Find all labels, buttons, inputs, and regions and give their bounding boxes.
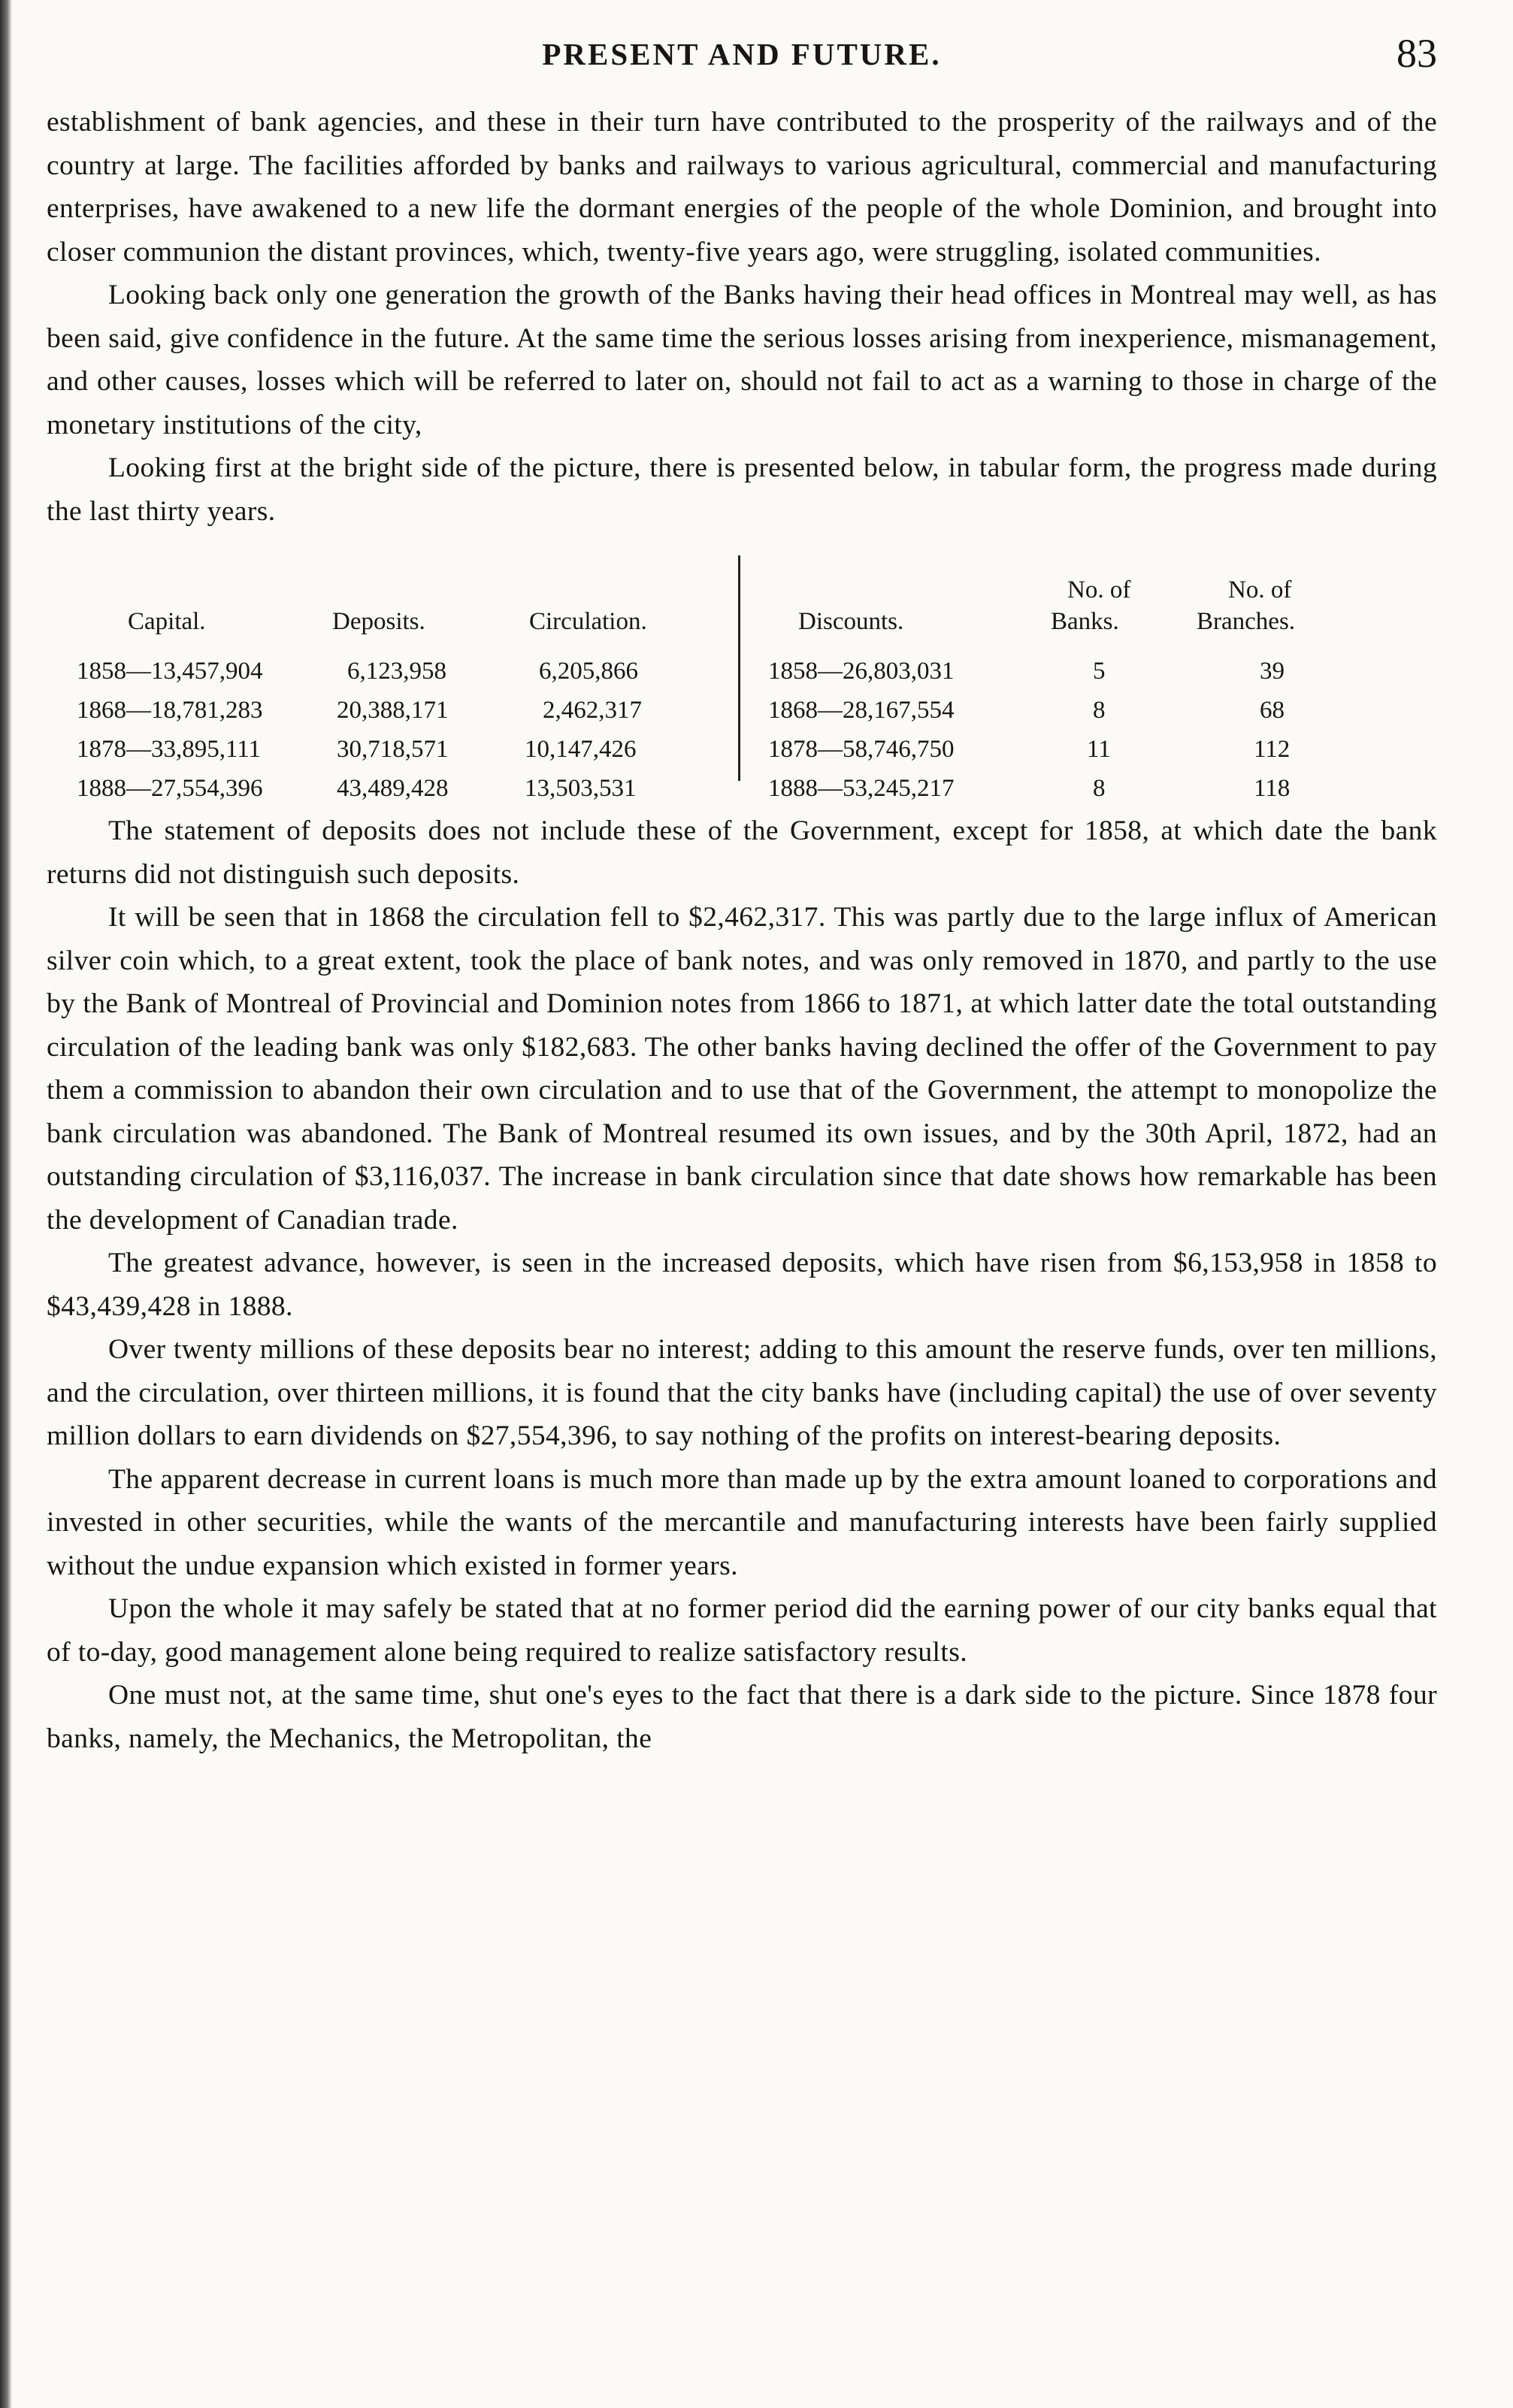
- running-head: [47, 30, 1437, 90]
- cell-deposits: 43,489,428: [337, 775, 449, 802]
- paragraph-upon-the-whole: Upon the whole it may safely be stated that at no former period did the earning power of our city banks equal that of to-day, good management alone being required to realize satisfactory results.: [47, 1593, 1437, 1668]
- cell-branches: 118: [1254, 775, 1291, 802]
- paragraph-circulation-fell: It will be seen that in 1868 the circulation fell to $2,462,317. This was partly due to the large influx of American silver coin which, to a great extent, took the place of bank notes, and was only removed in 1870, and partly to the use by the Bank of Montreal of Provincial and Dominion notes from 1866 to 1871, at which latter date the total outstanding circulation of the leading bank was only $182,683. The other banks having declined the offer of the Government to pay them a commission to abandon their own circulation and to use that of the Government, the attempt to monopolize the bank circulation was abandoned. The Bank of Montreal resumed its own issues, and by the 30th April, 1872, had an outstanding circulation of $3,116,037. The increase in bank circulation since that date shows how remarkable has been the development of Canadian trade.: [47, 902, 1437, 1236]
- cell-deposits: 6,123,958: [347, 658, 446, 685]
- cell-circulation: 6,205,866: [539, 658, 638, 685]
- cell-banks: 5: [1093, 658, 1106, 685]
- cell-capital: 1868—18,781,283: [77, 697, 263, 724]
- cell-banks: 8: [1093, 775, 1106, 802]
- cell-circulation: 13,503,531: [525, 775, 637, 802]
- header-discounts: Discounts.: [798, 608, 904, 635]
- page-binding-edge: [0, 0, 12, 2408]
- paragraph-over-twenty-millions: Over twenty millions of these deposits bear no interest; adding to this amount the reserve funds, over ten millions, and the circulation, over thirteen millions, it is found that the city banks have (including capital) the use of over seventy million dollars to earn dividends on $27,554,396, to say nothing of the profits on interest-bearing deposits.: [47, 1334, 1437, 1451]
- header-capital: Capital.: [128, 608, 206, 635]
- cell-deposits: 20,388,171: [337, 697, 449, 724]
- cell-discounts: 1868—28,167,554: [768, 697, 955, 724]
- cell-discounts: 1878—58,746,750: [768, 736, 955, 763]
- cell-deposits: 30,718,571: [337, 736, 449, 763]
- cell-capital: 1888—27,554,396: [77, 775, 263, 802]
- header-banks-line1: No. of: [1067, 576, 1131, 604]
- cell-banks: 8: [1093, 697, 1106, 724]
- paragraph-apparent-decrease: The apparent decrease in current loans is much more than made up by the extra amount loaned to corporations and invested in other securities, while the wants of the mercantile and manufacturing interests have been fairly supplied without the undue expansion which existed in former years.: [47, 1463, 1437, 1581]
- cell-discounts: 1858—26,803,031: [768, 658, 955, 685]
- cell-discounts: 1888—53,245,217: [768, 775, 955, 802]
- table-column-divider: [738, 555, 740, 781]
- cell-branches: 68: [1260, 697, 1285, 724]
- paragraph-greatest-advance: The greatest advance, however, is seen in the increased deposits, which have risen from $6,153,958 in 1858 to $43,439,428 in 1888.: [47, 1248, 1437, 1322]
- cell-branches: 39: [1260, 658, 1285, 685]
- header-deposits: Deposits.: [332, 608, 425, 635]
- cell-capital: 1878—33,895,111: [77, 736, 262, 763]
- header-circulation: Circulation.: [529, 608, 647, 635]
- cell-circulation: 10,147,426: [525, 736, 637, 763]
- paragraph-continued: establishment of bank agencies, and these in their turn have contributed to the prosperity of the railways and of the country at large. The facilities afforded by banks and railways to various agricultural, commercial and manufacturing enterprises, have awakened to a new life the dormant energies of the people of the whole Dominion, and brought into closer communion the distant provinces, which, twenty-five years ago, were struggling, isolated communities.: [47, 107, 1437, 268]
- cell-capital: 1858—13,457,904: [77, 658, 263, 685]
- header-banks-line2: Banks.: [1051, 608, 1119, 635]
- running-head-title: PRESENT AND FUTURE.: [542, 37, 942, 71]
- paragraph-looking-back: Looking back only one generation the growth of the Banks having their head offices in Montreal may well, as has been said, give confidence in the future. At the same time the serious losses arising from inexperience, mismanagement, and other causes, losses which will be referred to later on, should not fail to act as a warning to those in charge of the monetary institutions of the city,: [47, 280, 1437, 440]
- paragraph-looking-first: Looking first at the bright side of the picture, there is presented below, in tabular form, the progress made during the last thirty years.: [47, 452, 1437, 527]
- cell-banks: 11: [1087, 736, 1111, 763]
- paragraph-statement-of-deposits: The statement of deposits does not include these of the Government, except for 1858, at which date the bank returns did not distinguish such deposits.: [47, 815, 1437, 890]
- header-branches-line2: Branches.: [1197, 608, 1296, 635]
- cell-circulation: 2,462,317: [543, 697, 642, 724]
- book-page: [47, 30, 1437, 1760]
- paragraph-dark-side: One must not, at the same time, shut one's eyes to the fact that there is a dark side to the picture. Since 1878 four banks, namely, the Mechanics, the Metropolitan, the: [47, 1680, 1437, 1754]
- cell-branches: 112: [1254, 736, 1291, 763]
- progress-table: [47, 548, 1437, 802]
- page-number: 83: [1396, 31, 1437, 76]
- header-branches-line1: No. of: [1228, 576, 1292, 604]
